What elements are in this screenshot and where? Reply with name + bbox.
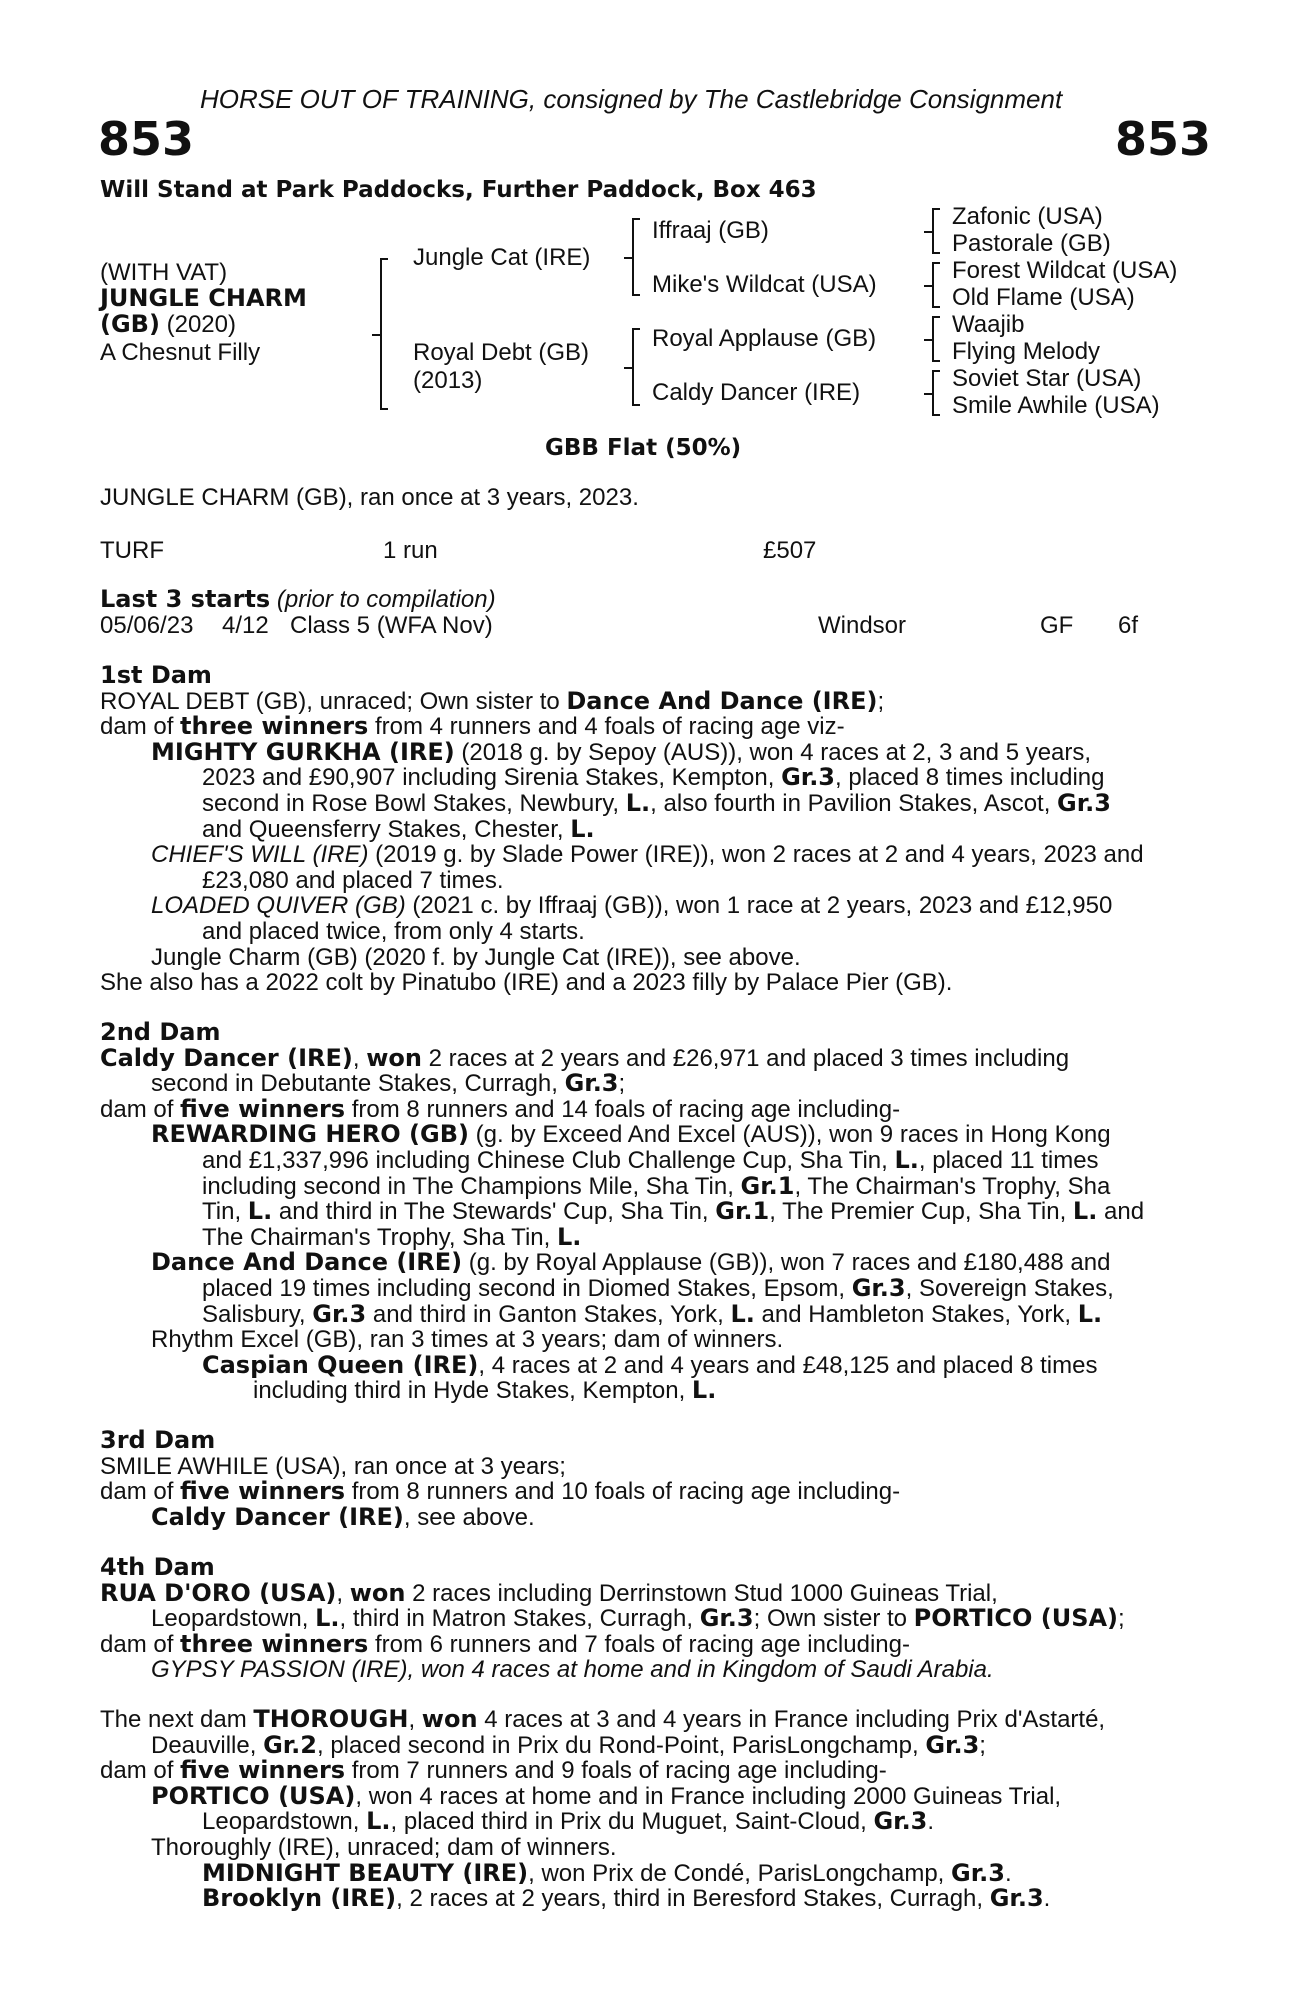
third-dam-heading: 3rd Dam [100,1426,216,1454]
text-run: L. [556,1222,582,1251]
text-run: from 6 runners and 7 foals of racing age including- [368,1630,910,1658]
pedigree-dam: Royal Debt (GB) [413,339,590,366]
text-run: PORTICO (USA) [913,1604,1119,1633]
text-line [100,1758,1205,1784]
text-run: 2 races including Derrinstown Stud 1000 Guineas Trial, [405,1579,998,1607]
text-line [100,1171,1205,1200]
pedigree-brace-3 [932,316,944,362]
text-line [100,1094,1205,1123]
text-line [100,1502,1205,1531]
first-dam-section [100,663,1205,996]
text-run: REWARDING HERO (GB) [151,1120,469,1149]
text-run: five winners [180,1477,346,1506]
last-start-going: GF [1040,612,1074,639]
pedigree-brace-4 [932,370,944,416]
pedigree-sire: Jungle Cat (IRE) [413,244,591,271]
pedigree-brace-main [380,258,392,410]
text-run: PORTICO (USA) [151,1781,356,1810]
text-run: second in Debutante Stakes, Curragh, [151,1070,565,1098]
text-run: Gr.3 [951,1858,1005,1887]
text-run: Dance And Dance (IRE) [566,686,878,715]
text-run: and third in The Stewards' Cup, Sha Tin, [272,1198,716,1226]
text-line [100,1250,1205,1276]
text-line [100,1809,1205,1835]
text-run: and [1097,1198,1145,1226]
text-run: The Chairman's Trophy, Sha Tin, [202,1223,557,1251]
text-run: ; [1118,1605,1125,1633]
text-run: , also fourth in Pavilion Stakes, Ascot, [650,789,1058,817]
text-run: Brooklyn (IRE) [202,1884,397,1913]
horse-name-suffix [100,312,236,338]
text-run: , [408,1706,422,1733]
text-run: second in Rose Bowl Stakes, Newbury, [202,789,626,817]
text-run: placed 19 times including second in Diomed Stakes, Epsom, [202,1274,852,1302]
text-run: L. [1077,1299,1103,1328]
text-line [100,893,1205,919]
text-run: Caspian Queen (IRE) [202,1350,479,1379]
text-run: LOADED QUIVER (GB) [151,892,406,920]
text-run: Gr.3 [1057,788,1111,817]
pedigree-dam-dam: Caldy Dancer (IRE) [652,379,861,406]
pedigree-ggp-8: Smile Awhile (USA) [952,392,1160,419]
text-run: Caldy Dancer (IRE) [100,1043,353,1072]
pedigree-dam-year: (2013) [413,367,483,394]
text-line: She also has a 2022 colt by Pinatubo (IRE) and a 2023 filly by Palace Pier (GB). [100,969,953,997]
text-run: from 8 runners and 14 foals of racing age including- [345,1095,901,1123]
text-run: Gr.3 [781,763,836,792]
text-line [100,714,1205,740]
turf-earnings: £507 [763,537,817,564]
turf-label: TURF [100,537,164,564]
text-line: Jungle Charm (GB) (2020 f. by Jungle Cat (IRE)), see above. [151,943,801,971]
text-run: , Sovereign Stakes, [905,1274,1114,1302]
fourth-dam-heading: 4th Dam [100,1553,215,1581]
third-dam-section [100,1428,1205,1530]
text-run: MIDNIGHT BEAUTY (IRE) [202,1858,529,1887]
text-line [100,1629,1205,1658]
last-starts-heading: Last 3 starts (prior to compilation) [100,585,496,613]
text-run: , placed third in Prix du Muguet, Saint-Cloud, [390,1808,874,1836]
last-start-course: Windsor [818,612,907,639]
text-run: five winners [180,1756,346,1785]
text-run: 2023 and £90,907 including Sirenia Stakes, Kempton, [202,764,782,792]
text-run: including third in Hyde Stakes, Kempton, [253,1377,692,1405]
text-line [100,1145,1205,1174]
stand-line: Will Stand at Park Paddocks, Further Paddock, Box 463 [100,177,817,203]
text-run: Gr.3 [851,1273,906,1302]
text-line: GYPSY PASSION (IRE), won 4 races at home and in Kingdom of Saudi Arabia. [151,1656,994,1684]
text-run: from 4 runners and 4 foals of racing age viz- [368,713,845,741]
second-dam-heading: 2nd Dam [100,1018,221,1046]
text-run: L. [247,1197,273,1226]
pedigree-ggp-2: Pastorale (GB) [952,230,1111,257]
text-run: L. [366,1807,391,1836]
text-run: . [1043,1885,1051,1913]
horse-year: (2020) [159,311,236,338]
text-line [100,788,1205,817]
text-run: dam of [100,713,181,741]
text-line [100,1858,1205,1887]
text-run: , The Chairman's Trophy, Sha [794,1172,1111,1200]
text-line [100,1781,1205,1810]
text-run: , placed second in Prix du Rond-Point, ParisLongchamp, [317,1731,926,1759]
text-run: three winners [180,712,369,741]
text-run: ; [877,687,885,715]
text-run: , won Prix de Condé, ParisLongchamp, [528,1859,952,1887]
text-run: , [336,1579,350,1607]
text-line: and placed twice, from only 4 starts. [202,917,585,945]
text-line [100,765,1205,791]
text-run: Caldy Dancer (IRE) [151,1502,404,1531]
text-run: L. [570,814,595,843]
pedigree-brace-sire [632,218,644,296]
last-start-date: 05/06/23 [100,612,194,639]
text-run: L. [315,1604,340,1633]
text-run: Gr.2 [263,1730,317,1759]
text-run: ; [618,1070,626,1098]
text-run: dam of [100,1478,181,1506]
pedigree-ggp-7: Soviet Star (USA) [952,365,1142,392]
text-line: SMILE AWHILE (USA), ran once at 3 years; [100,1452,566,1480]
text-run: , see above. [403,1503,535,1531]
text-run: from 7 runners and 9 foals of racing age including- [345,1757,887,1785]
text-run: , third in Matron Stakes, Curragh, [339,1605,700,1633]
text-run: Salisbury, [202,1300,313,1328]
text-run: RUA D'ORO (USA) [100,1578,337,1607]
first-dam-heading: 1st Dam [100,661,212,689]
text-line [100,1043,1205,1072]
text-line [100,842,1205,868]
text-run: L. [1072,1197,1098,1226]
text-run: three winners [180,1629,369,1658]
pedigree-ggp-3: Forest Wildcat (USA) [952,257,1178,284]
scheme-label: GBB Flat (50%) [545,435,742,461]
pedigree-ggp-4: Old Flame (USA) [952,284,1135,311]
text-run: Leopardstown, [202,1808,367,1836]
text-line [100,814,1205,843]
last-start-class: Class 5 (WFA Nov) [290,612,493,639]
text-run: L. [625,788,651,817]
text-run: CHIEF'S WILL (IRE) [151,841,369,869]
text-run: Deauville, [151,1731,264,1759]
text-run: Gr.3 [873,1807,928,1836]
pedigree-brace-dam [632,328,644,406]
fourth-dam-section [100,1555,1205,1683]
text-line [100,1479,1205,1505]
text-run: Gr.1 [715,1197,770,1226]
text-run: L. [691,1376,717,1405]
race-summary: JUNGLE CHARM (GB), ran once at 3 years, 2023. [100,484,639,511]
vat-label: (WITH VAT) [100,259,228,286]
text-line [100,1199,1205,1225]
text-line: Rhythm Excel (GB), ran 3 times at 3 years; dam of winners. [151,1326,784,1354]
text-line: Thoroughly (IRE), unraced; dam of winners. [151,1833,617,1861]
text-run: Leopardstown, [151,1605,316,1633]
text-run: and Queensferry Stakes, Chester, [202,815,571,843]
text-run: ROYAL DEBT (GB), unraced; Own sister to [100,687,567,715]
text-run: . [927,1808,935,1836]
last-start-position: 4/12 [222,612,269,639]
text-run: and £1,337,996 including Chinese Club Challenge Cup, Sha Tin, [202,1146,895,1174]
text-line [100,1378,1205,1404]
text-run: (g. by Exceed And Excel (AUS)), won 9 races in Hong Kong [468,1121,1111,1149]
text-run: (g. by Royal Applause (GB)), won 7 races and £180,488 and [462,1249,1111,1277]
text-run: (2018 g. by Sepoy (AUS)), won 4 races at 2, 3 and 5 years, [454,738,1092,766]
text-line [100,1350,1205,1379]
text-line [100,1273,1205,1302]
text-run: (2019 g. by Slade Power (IRE)), won 2 races at 2 and 4 years, 2023 and [368,841,1144,869]
text-run: Gr.3 [925,1730,980,1759]
text-line [100,1222,1205,1251]
text-run: Gr.3 [312,1299,367,1328]
text-run: . [1004,1859,1012,1887]
pedigree-brace-2 [932,262,944,308]
pedigree-sire-sire: Iffraaj (GB) [652,217,769,244]
text-run: Gr.1 [740,1171,795,1200]
text-run: and Hambleton Stakes, York, [754,1300,1078,1328]
text-run: L. [730,1299,755,1328]
turf-runs: 1 run [383,537,438,564]
text-line [100,1071,1205,1097]
text-run: dam of [100,1095,181,1123]
text-run: dam of [100,1757,181,1785]
pedigree-ggp-1: Zafonic (USA) [952,203,1103,230]
text-run: dam of [100,1630,181,1658]
text-run: and third in Ganton Stakes, York, [366,1300,731,1328]
horse-description: A Chesnut Filly [100,339,261,366]
consignor-line: HORSE OUT OF TRAINING, consigned by The Castlebridge Consignment [200,84,1063,114]
pedigree-sire-dam: Mike's Wildcat (USA) [652,271,877,298]
text-run: Gr.3 [989,1884,1044,1913]
text-run: won [421,1705,478,1733]
last-start-distance: 6f [1118,612,1139,639]
text-run: , The Premier Cup, Sha Tin, [769,1198,1073,1226]
text-run: , won 4 races at home and in France including 2000 Guineas Trial, [355,1782,1062,1810]
lot-number-left: 853 [98,112,195,166]
text-run: Dance And Dance (IRE) [151,1248,463,1277]
text-run: 4 races at 3 and 4 years in France including Prix d'Astarté, [477,1706,1106,1733]
text-run: L. [894,1145,919,1174]
text-run: five winners [180,1094,346,1123]
text-run: Gr.3 [564,1069,619,1098]
text-run: , placed 8 times including [835,764,1105,792]
text-run: , placed 11 times [918,1146,1099,1174]
text-line [100,1299,1205,1328]
pedigree-ggp-6: Flying Melody [952,338,1101,365]
text-run: Tin, [202,1198,248,1226]
lot-number-right: 853 [1115,112,1212,166]
text-run: (2021 c. by Iffraaj (GB)), won 1 race at 2 years, 2023 and £12,950 [405,892,1113,920]
text-run: won [349,1578,406,1607]
text-run: Gr.3 [699,1604,754,1633]
text-run: The next dam [100,1706,254,1733]
text-line [100,686,1205,715]
text-run: ; [979,1731,986,1759]
text-line [100,1578,1205,1607]
text-run: , 2 races at 2 years, third in Beresford Stakes, Curragh, [396,1885,990,1913]
text-line [100,1122,1205,1148]
text-run: 2 races at 2 years and £26,971 and placed 3 times including [421,1044,1070,1072]
text-line [100,1886,1205,1912]
text-run: , 4 races at 2 and 4 years and £48,125 and placed 8 times [478,1351,1098,1379]
pedigree-dam-sire: Royal Applause (GB) [652,325,877,352]
text-run: , [352,1044,367,1072]
horse-country: (GB) [100,310,160,338]
text-run: won [366,1043,422,1072]
next-dam-section [100,1707,1205,1912]
pedigree-brace-1 [932,208,944,254]
horse-name: JUNGLE CHARM [100,284,307,312]
text-line [100,1730,1205,1759]
pedigree-ggp-5: Waajib [952,311,1025,338]
text-line: £23,080 and placed 7 times. [202,866,504,894]
text-run: including second in The Champions Mile, Sha Tin, [202,1172,741,1200]
text-run: ; Own sister to [753,1605,914,1633]
text-run: MIGHTY GURKHA (IRE) [151,737,455,766]
text-line [100,737,1205,766]
second-dam-section [100,1020,1205,1404]
text-run: from 8 runners and 10 foals of racing age including- [345,1478,901,1506]
text-line [100,1606,1205,1632]
text-line [100,1707,1205,1733]
text-run: THOROUGH [253,1705,409,1733]
